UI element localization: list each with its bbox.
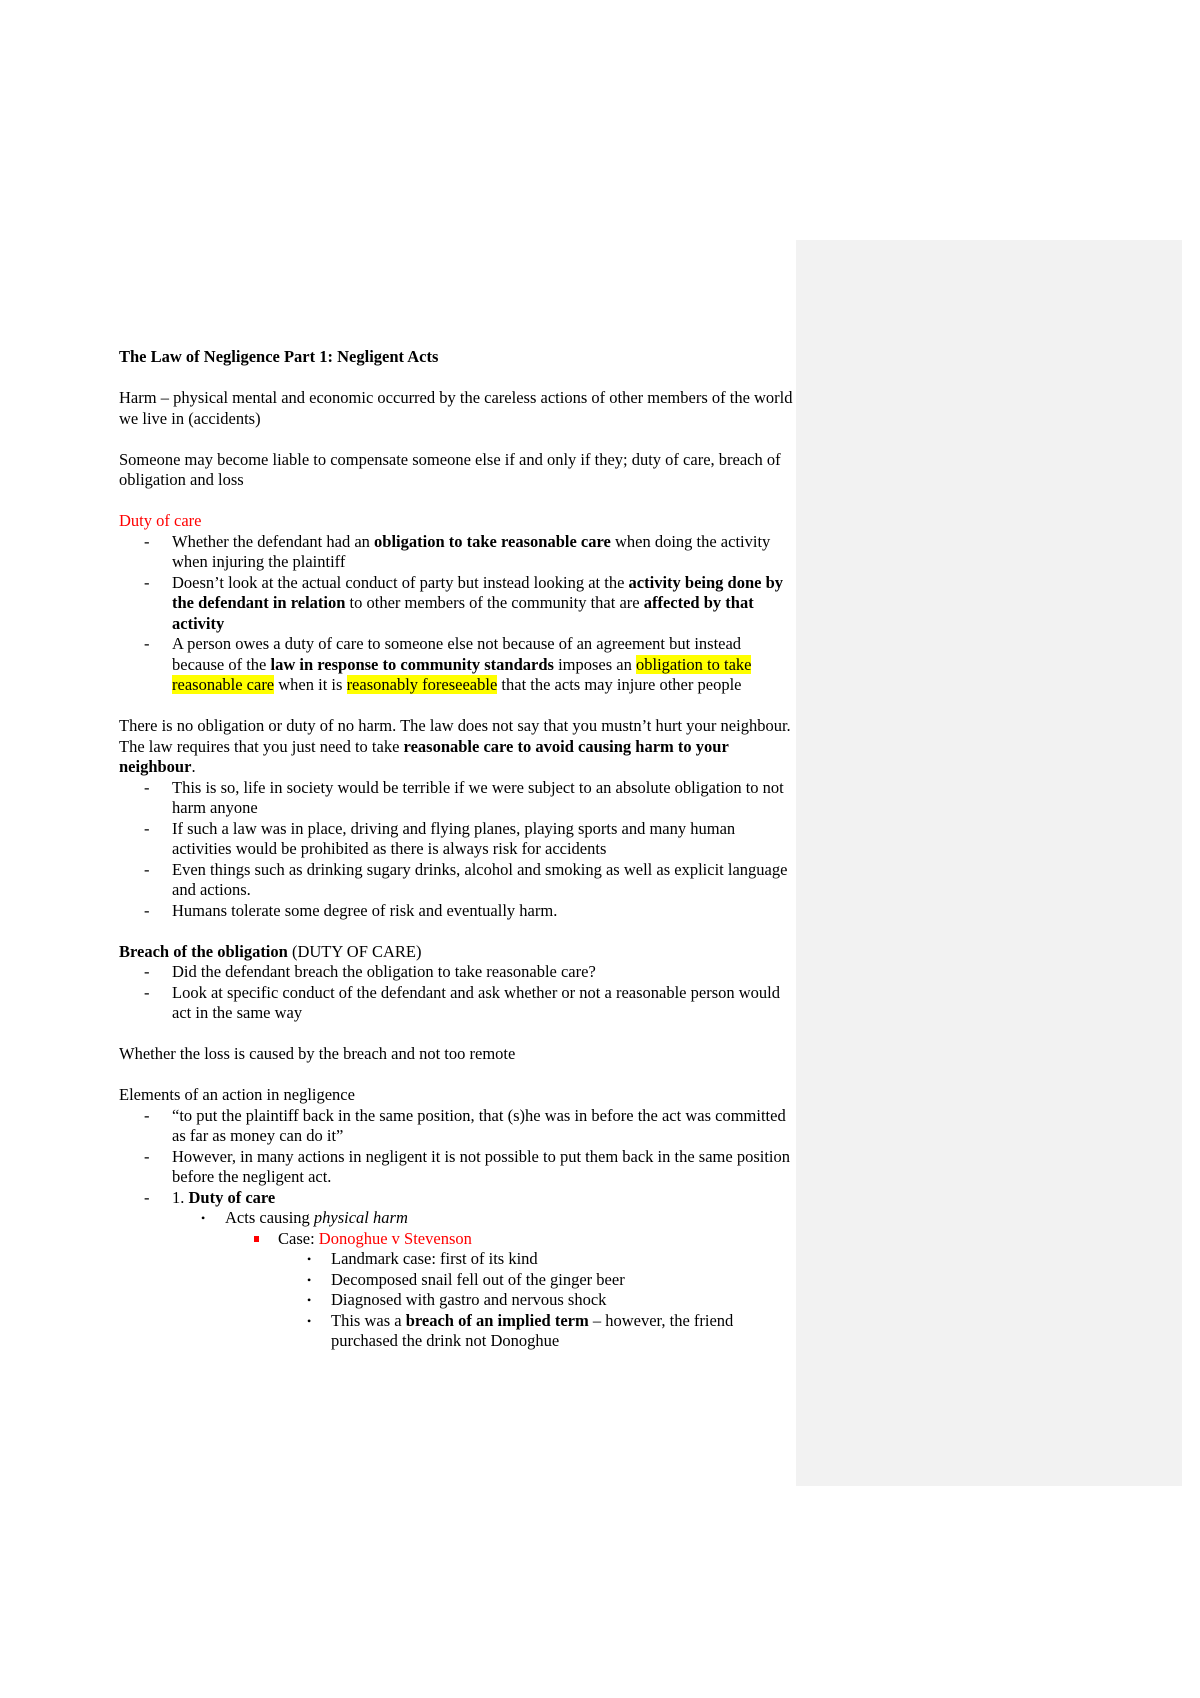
dash-marker: - (144, 777, 150, 797)
text: 1. (172, 1187, 189, 1207)
highlighted-text: obligation to take reasonable care (172, 654, 752, 694)
text: . (191, 757, 196, 776)
text: Did the defendant breach the obligation to take reasonable care? (172, 962, 596, 981)
comment-pane (796, 240, 1182, 1486)
list-item (119, 532, 795, 573)
text: Decomposed snail fell out of the ginger beer (331, 1269, 625, 1289)
text: Acts causing (225, 1208, 314, 1227)
bullet-icon: • (307, 1252, 312, 1266)
text: when it is (274, 675, 347, 694)
bold-text: reasonable care to avoid causing harm to your neighbour (119, 736, 729, 776)
bullet-icon: • (307, 1272, 312, 1287)
text: This was a (331, 1310, 406, 1330)
breach-heading (119, 942, 795, 963)
dash-marker: - (144, 1105, 150, 1125)
dash-marker: - (144, 818, 150, 838)
text: (DUTY OF CARE) (287, 941, 422, 961)
bold-text: activity being done by the defendant in relation (172, 572, 784, 612)
text: Even things such as drinking sugary drinks, alcohol and smoking as well as explicit language and actions. (172, 859, 788, 899)
elements-heading: Elements of an action in negligence (119, 1085, 355, 1104)
dash-marker: - (144, 900, 150, 920)
bold-text: law in response to community standards (270, 654, 554, 674)
list-item (119, 634, 795, 696)
dash-marker: - (144, 634, 150, 653)
text: imposes an (553, 654, 636, 674)
dash-marker: - (144, 572, 150, 592)
dash-marker: - (144, 1146, 150, 1166)
text: “to put the plaintiff back in the same position, that (s)he was in before the act was committed as far as money can do it” (172, 1105, 786, 1145)
bullet-icon: • (201, 1211, 206, 1225)
list-item (119, 778, 795, 819)
highlighted-text: reasonably foreseeable (346, 675, 498, 694)
list-item (119, 983, 795, 1024)
harm-paragraph: Harm – physical mental and economic occurred by the careless actions of other members of the world we live in (accidents) (119, 388, 793, 428)
bold-text: affected by that activity (172, 593, 754, 633)
list-item (119, 860, 795, 901)
italic-text: physical harm (313, 1208, 408, 1227)
breach-list (119, 962, 795, 1024)
list-item (278, 1270, 795, 1291)
no-harm-paragraph (119, 716, 795, 778)
document-body (119, 347, 795, 1352)
list-item (119, 962, 795, 983)
text: that the acts may injure other people (497, 675, 742, 694)
duty-sub-list (172, 1208, 795, 1352)
list-item (172, 1208, 795, 1352)
loss-paragraph: Whether the loss is caused by the breach and not too remote (119, 1044, 516, 1063)
text: A person owes a duty of care to someone else not because of an agreement but instead because of the (172, 634, 742, 674)
list-item (119, 819, 795, 860)
text: Whether the defendant had an (172, 531, 375, 551)
text: Case: (278, 1228, 319, 1248)
dash-marker: - (144, 531, 150, 551)
text: Diagnosed with gastro and nervous shock (331, 1290, 607, 1309)
dash-marker: - (144, 859, 150, 879)
square-bullet-icon (254, 1236, 259, 1242)
no-harm-list (119, 778, 795, 922)
text: Humans tolerate some degree of risk and eventually harm. (172, 900, 558, 920)
case-points-list (278, 1249, 795, 1352)
list-item (119, 1147, 795, 1188)
text: This is so, life in society would be terrible if we were subject to an absolute obligation to not harm anyone (172, 777, 784, 817)
page-title: The Law of Negligence Part 1: Negligent Acts (119, 347, 439, 366)
case-name: Donoghue v Stevenson (318, 1228, 472, 1248)
text: when doing the activity when injuring the plaintiff (172, 531, 771, 571)
list-item (278, 1290, 795, 1311)
text: Doesn’t look at the actual conduct of party but instead looking at the (172, 572, 629, 592)
text: However, in many actions in negligent it is not possible to put them back in the same position before the negligent act. (172, 1146, 790, 1186)
dash-marker: - (144, 1187, 150, 1207)
liable-paragraph: Someone may become liable to compensate someone else if and only if they; duty of care, breach of obligation and loss (119, 449, 781, 489)
list-item (278, 1311, 795, 1352)
bold-text: obligation to take reasonable care (374, 531, 611, 551)
list-item (119, 1106, 795, 1147)
list-item (119, 901, 795, 922)
case-list (225, 1229, 795, 1352)
list-item (225, 1229, 795, 1352)
list-item (278, 1249, 795, 1270)
text: to other members of the community that are (345, 593, 644, 612)
dash-marker: - (144, 982, 150, 1002)
list-item (119, 573, 795, 635)
text: There is no obligation or duty of no harm. The law does not say that you mustn’t hurt your neighbour. The law requires that you just need to take (119, 716, 791, 756)
text: Look at specific conduct of the defendant and ask whether or not a reasonable person would act in the same way (172, 982, 780, 1022)
bold-text: breach of an implied term (405, 1310, 589, 1330)
bullet-icon: • (307, 1293, 312, 1307)
bold-text: Duty of care (188, 1187, 276, 1207)
text: If such a law was in place, driving and flying planes, playing sports and many human activities would be prohibited as there is always risk for accidents (172, 818, 736, 858)
duty-of-care-list (119, 532, 795, 696)
elements-list (119, 1106, 795, 1352)
bold-text: Breach of the obligation (119, 941, 288, 961)
dash-marker: - (144, 962, 150, 981)
text: Landmark case: first of its kind (331, 1249, 538, 1268)
bullet-icon: • (307, 1313, 312, 1328)
list-item (119, 1188, 795, 1352)
text: – however, the friend purchased the drink not Donoghue (331, 1310, 734, 1350)
duty-of-care-heading: Duty of care (119, 511, 202, 530)
